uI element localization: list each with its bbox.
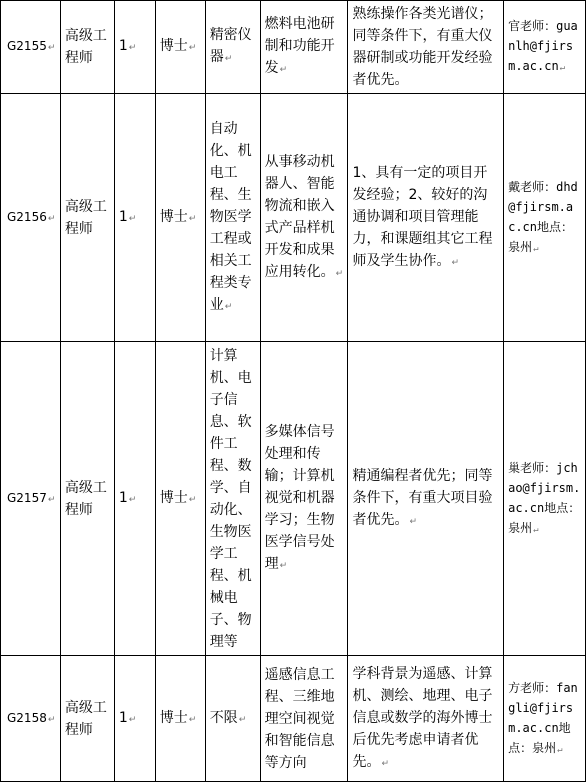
requirement-cell: 熟练操作各类光谱仪；同等条件下，有重大仪器研制或功能开发经验者优先。: [348, 1, 504, 94]
headcount-cell: 1↵: [114, 1, 155, 94]
position-id-cell: G2157↵: [1, 342, 61, 656]
table-row: [1, 94, 586, 342]
major-cell: 计算机、电子信息、软件工程、数学、自动化、生物医学工程、机械电子、物理等: [205, 342, 260, 656]
major-cell: 不限↵: [205, 656, 260, 782]
position-id-cell: G2158↵: [1, 656, 61, 782]
headcount-cell: 1↵: [114, 94, 155, 342]
research-direction-cell: 从事移动机器人、智能物流和嵌入式产品样机开发和成果应用转化。↵: [260, 94, 348, 342]
table-row: [1, 342, 586, 656]
major-cell: 自动化、机电工程、生物医学工程或相关工程类专业↵: [205, 94, 260, 342]
contact-cell: 官老师：guanlh@fjirsm.ac.cn↵: [504, 1, 586, 94]
requirement-cell: 学科背景为遥感、计算机、测绘、地理、电子信息或数学的海外博士后优先考虑申请者优先。↵: [348, 656, 504, 782]
requirement-cell: 精通编程者优先；同等条件下，有重大项目验者优先。↵: [348, 342, 504, 656]
contact-cell: 方老师：fangli@fjirsm.ac.cn地点：泉州↵: [504, 656, 586, 782]
degree-cell: 博士↵: [155, 94, 205, 342]
table-row: [1, 1, 586, 94]
research-direction-cell: 遥感信息工程、三维地理空间视觉和智能信息等方向: [260, 656, 348, 782]
table-row: [1, 656, 586, 782]
contact-cell: 巢老师：jchao@fjirsm.ac.cn地点：泉州↵: [504, 342, 586, 656]
position-title-cell: 高级工程师: [60, 656, 114, 782]
degree-cell: 博士↵: [155, 656, 205, 782]
major-cell: 精密仪器↵: [205, 1, 260, 94]
position-title-cell: 高级工程师: [60, 94, 114, 342]
position-title-cell: 高级工程师: [60, 1, 114, 94]
requirement-cell: 1、具有一定的项目开发经验；2、较好的沟通协调和项目管理能力，和课题组其它工程师及学生协作。↵: [348, 94, 504, 342]
position-id-cell: G2156↵: [1, 94, 61, 342]
headcount-cell: 1↵: [114, 342, 155, 656]
research-direction-cell: 燃料电池研制和功能开发↵: [260, 1, 348, 94]
degree-cell: 博士↵: [155, 1, 205, 94]
contact-cell: 戴老师：dhd@fjirsm.ac.cn地点：泉州↵: [504, 94, 586, 342]
research-direction-cell: 多媒体信号处理和传输；计算机视觉和机器学习；生物医学信号处理↵: [260, 342, 348, 656]
position-title-cell: 高级工程师: [60, 342, 114, 656]
position-id-cell: G2155↵: [1, 1, 61, 94]
headcount-cell: 1↵: [114, 656, 155, 782]
degree-cell: 博士↵: [155, 342, 205, 656]
